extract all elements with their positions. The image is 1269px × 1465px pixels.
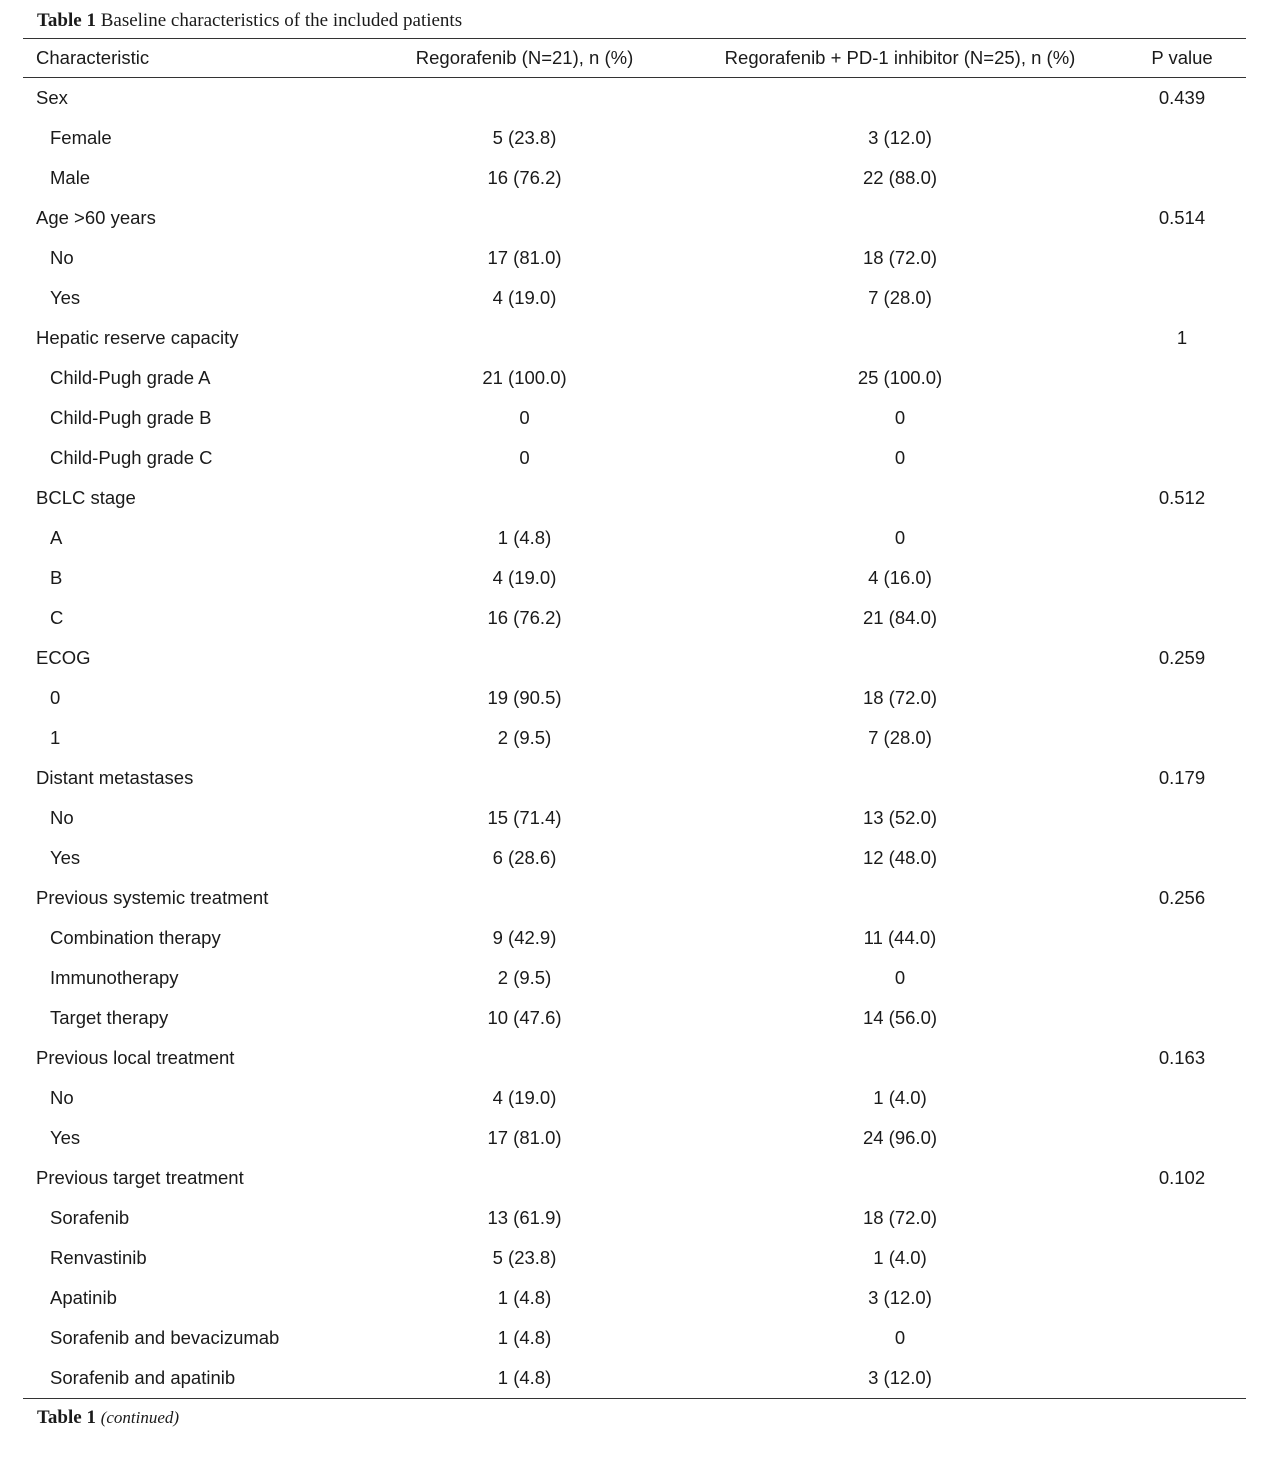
cell-combination: 18 (72.0)	[862, 1207, 938, 1228]
cell-regorafenib: 16 (76.2)	[487, 607, 562, 628]
table-row	[23, 558, 1246, 598]
cell-characteristic: No	[50, 807, 74, 828]
cell-combination: 1 (4.0)	[873, 1087, 927, 1108]
cell-regorafenib: 2 (9.5)	[497, 967, 552, 988]
cell-characteristic: Child-Pugh grade A	[50, 367, 211, 388]
cell-characteristic: Previous target treatment	[36, 1167, 244, 1188]
cell-p-value: 0.102	[1158, 1167, 1206, 1188]
cell-regorafenib: 2 (9.5)	[497, 727, 552, 748]
cell-characteristic: Sorafenib and apatinib	[50, 1367, 236, 1388]
table-row	[23, 1238, 1246, 1278]
cell-characteristic: A	[50, 527, 63, 548]
table-row	[23, 1278, 1246, 1318]
cell-characteristic: Combination therapy	[50, 927, 221, 948]
bottom-rule	[23, 1398, 1246, 1399]
cell-p-value: 0.512	[1158, 487, 1206, 508]
header-characteristic: Characteristic	[36, 47, 150, 68]
table-row	[23, 598, 1246, 638]
cell-characteristic: No	[50, 1087, 74, 1108]
cell-regorafenib: 17 (81.0)	[487, 1127, 562, 1148]
cell-regorafenib: 5 (23.8)	[492, 127, 557, 148]
table-row	[23, 118, 1246, 158]
cell-regorafenib: 1 (4.8)	[497, 1327, 552, 1348]
cell-p-value: 0.179	[1158, 767, 1206, 788]
header-regorafenib: Regorafenib (N=21), n (%)	[415, 47, 634, 68]
cell-characteristic: Female	[50, 127, 112, 148]
cell-combination: 3 (12.0)	[868, 127, 932, 148]
cell-combination: 11 (44.0)	[863, 927, 937, 948]
cell-combination: 24 (96.0)	[862, 1127, 938, 1148]
cell-characteristic: Target therapy	[50, 1007, 169, 1028]
cell-combination: 3 (12.0)	[868, 1367, 932, 1388]
table-row	[23, 838, 1246, 878]
cell-combination: 18 (72.0)	[862, 247, 938, 268]
cell-combination: 0	[894, 407, 906, 428]
cell-characteristic: BCLC stage	[36, 487, 136, 508]
table-row	[23, 158, 1246, 198]
cell-characteristic: Previous local treatment	[36, 1047, 235, 1068]
caption-title: Baseline characteristics of the included patients	[100, 10, 463, 31]
cell-regorafenib: 1 (4.8)	[497, 527, 552, 548]
cell-characteristic: Hepatic reserve capacity	[36, 327, 239, 348]
cell-combination: 7 (28.0)	[868, 287, 932, 308]
cell-combination: 1 (4.0)	[873, 1247, 927, 1268]
table-row	[23, 1198, 1246, 1238]
cell-regorafenib: 0	[519, 447, 530, 468]
table-group-row	[23, 198, 1246, 238]
baseline-characteristics-table	[23, 39, 1246, 1398]
table-group-row	[23, 1038, 1246, 1078]
cell-regorafenib: 13 (61.9)	[487, 1207, 562, 1228]
cell-p-value: 0.259	[1158, 647, 1206, 668]
cell-p-value: 0.256	[1158, 887, 1206, 908]
table-group-row	[23, 758, 1246, 798]
cell-combination: 25 (100.0)	[857, 367, 943, 388]
cell-regorafenib: 1 (4.8)	[497, 1367, 552, 1388]
table-group-row	[23, 318, 1246, 358]
cell-p-value: 0.163	[1158, 1047, 1206, 1068]
cell-p-value: 0.514	[1158, 207, 1206, 228]
cell-combination: 7 (28.0)	[868, 727, 932, 748]
cell-characteristic: Age >60 years	[36, 207, 156, 228]
table-row	[23, 1318, 1246, 1358]
cell-combination: 12 (48.0)	[862, 847, 938, 868]
cell-characteristic: Yes	[50, 847, 81, 868]
cell-combination: 13 (52.0)	[862, 807, 938, 828]
cell-p-value: 0.439	[1158, 87, 1206, 108]
cell-regorafenib: 9 (42.9)	[492, 927, 557, 948]
cell-regorafenib: 19 (90.5)	[487, 687, 562, 708]
cell-characteristic: Apatinib	[50, 1287, 117, 1308]
cell-characteristic: Immunotherapy	[50, 967, 179, 988]
caption-label: Table 1	[37, 10, 96, 31]
cell-regorafenib: 21 (100.0)	[482, 367, 567, 388]
table-group-row	[23, 1158, 1246, 1198]
cell-characteristic: C	[50, 607, 64, 628]
cell-combination: 0	[894, 1327, 906, 1348]
cell-characteristic: Previous systemic treatment	[36, 887, 269, 908]
table-row	[23, 518, 1246, 558]
cell-characteristic: ECOG	[36, 647, 91, 668]
cell-combination: 0	[894, 527, 906, 548]
header-combination: Regorafenib + PD-1 inhibitor (N=25), n (%)	[724, 47, 1076, 68]
table-row	[23, 1078, 1246, 1118]
table-row	[23, 1358, 1246, 1398]
cell-characteristic: Sex	[36, 87, 68, 108]
table-row	[23, 798, 1246, 838]
cell-regorafenib: 0	[519, 407, 530, 428]
table-row	[23, 238, 1246, 278]
cell-combination: 0	[894, 447, 906, 468]
table-row	[23, 718, 1246, 758]
cell-regorafenib: 15 (71.4)	[487, 807, 562, 828]
cell-regorafenib: 5 (23.8)	[492, 1247, 557, 1268]
table-row	[23, 1118, 1246, 1158]
table-row	[23, 958, 1246, 998]
cell-characteristic: 0	[50, 687, 61, 708]
cell-regorafenib: 4 (19.0)	[492, 287, 557, 308]
cell-characteristic: Child-Pugh grade C	[50, 447, 213, 468]
cell-regorafenib: 16 (76.2)	[487, 167, 562, 188]
table-row	[23, 278, 1246, 318]
cell-characteristic: No	[50, 247, 74, 268]
cell-regorafenib: 10 (47.6)	[487, 1007, 562, 1028]
cell-regorafenib: 4 (19.0)	[492, 567, 557, 588]
table-body	[23, 78, 1246, 1398]
cell-regorafenib: 17 (81.0)	[487, 247, 562, 268]
cell-regorafenib: 6 (28.6)	[492, 847, 557, 868]
cell-characteristic: Renvastinib	[50, 1247, 147, 1268]
cell-p-value: 1	[1176, 327, 1188, 348]
cell-characteristic: B	[50, 567, 63, 588]
cell-combination: 3 (12.0)	[868, 1287, 932, 1308]
table-row	[23, 358, 1246, 398]
cell-regorafenib: 1 (4.8)	[497, 1287, 552, 1308]
table-row	[23, 398, 1246, 438]
cell-characteristic: Sorafenib	[50, 1207, 130, 1228]
table-footer	[37, 1406, 179, 1430]
cell-characteristic: Yes	[50, 1127, 81, 1148]
cell-combination: 4 (16.0)	[868, 567, 932, 588]
cell-regorafenib: 4 (19.0)	[492, 1087, 557, 1108]
header-p-value: P value	[1151, 47, 1213, 68]
table-row	[23, 678, 1246, 718]
cell-characteristic: Male	[50, 167, 91, 188]
cell-combination: 18 (72.0)	[862, 687, 938, 708]
cell-combination: 22 (88.0)	[862, 167, 938, 188]
table-group-row	[23, 478, 1246, 518]
table-group-row	[23, 878, 1246, 918]
cell-characteristic: Yes	[50, 287, 81, 308]
table-caption	[37, 9, 462, 33]
table-row	[23, 438, 1246, 478]
cell-characteristic: Child-Pugh grade B	[50, 407, 212, 428]
table-row	[23, 998, 1246, 1038]
cell-combination: 14 (56.0)	[862, 1007, 938, 1028]
table-group-row	[23, 78, 1246, 118]
table-group-row	[23, 638, 1246, 678]
cell-characteristic: Distant metastases	[36, 767, 194, 788]
cell-combination: 21 (84.0)	[862, 607, 938, 628]
footer-note: (continued)	[100, 1408, 180, 1427]
footer-label: Table 1	[37, 1407, 96, 1428]
cell-characteristic: Sorafenib and bevacizumab	[50, 1327, 280, 1348]
cell-characteristic: 1	[50, 727, 61, 748]
table-row	[23, 918, 1246, 958]
cell-combination: 0	[894, 967, 906, 988]
table-header-row	[23, 39, 1246, 77]
